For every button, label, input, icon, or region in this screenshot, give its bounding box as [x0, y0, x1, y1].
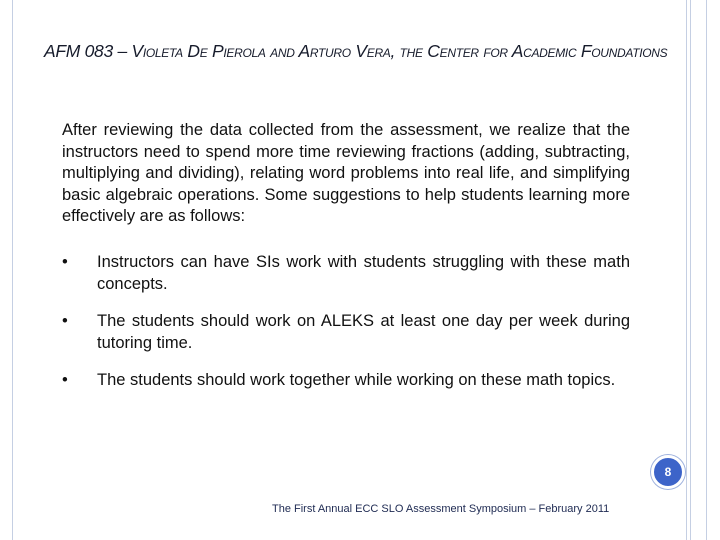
- slide-title: AFM 083 – Violeta De Pierola and Arturo Vera, the Center for Academic Foundations: [44, 41, 668, 61]
- frame-line-right-middle: [690, 0, 691, 540]
- page-number-badge: 8: [651, 455, 685, 489]
- list-item-text: The students should work on ALEKS at least one day per week during tutoring time.: [97, 311, 630, 352]
- list-item: [62, 369, 630, 391]
- list-item: [62, 310, 630, 354]
- frame-line-right-outer: [706, 0, 707, 540]
- bullet-icon: •: [62, 311, 68, 330]
- intro-paragraph: After reviewing the data collected from the assessment, we realize that the instructors need to spend more time reviewing fractions (adding, subtracting, multiplying and dividing), relating word problems into real life, and simplifying basic algebraic operations. Some suggestions to help students learning more effectively are as follows:: [62, 121, 630, 226]
- bullet-icon: •: [62, 370, 68, 389]
- bullet-icon: •: [62, 252, 68, 271]
- frame-line-left: [12, 0, 13, 540]
- list-item: [62, 251, 630, 295]
- footer-text: The First Annual ECC SLO Assessment Symposium – February 2011: [272, 503, 610, 515]
- slide-content: [62, 120, 630, 406]
- frame-line-right-inner: [686, 0, 687, 540]
- list-item-text: Instructors can have SIs work with students struggling with these math concepts.: [97, 252, 630, 293]
- list-item-text: The students should work together while working on these math topics.: [97, 370, 616, 389]
- suggestion-list: [62, 251, 630, 391]
